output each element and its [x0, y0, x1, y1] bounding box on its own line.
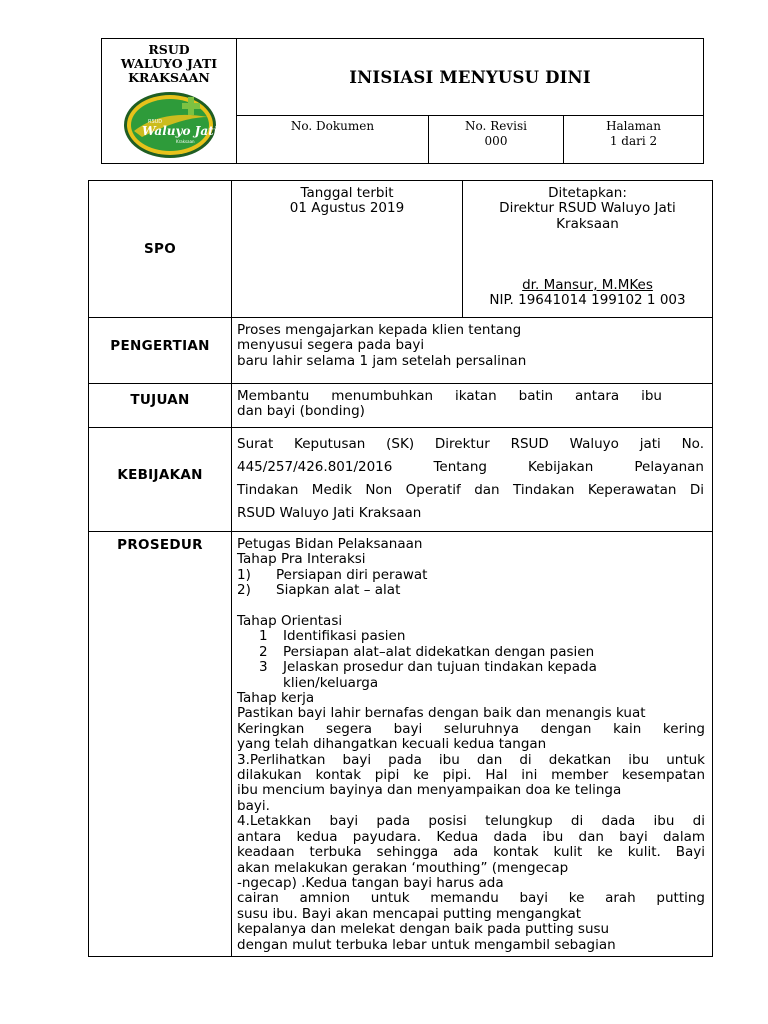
body-line: -ngecap) .Kedua tangan bayi harus ada [237, 874, 504, 891]
document-number-label: No. Dokumen [290, 119, 375, 133]
prosedur-line: Tahap Pra Interaksi [237, 551, 366, 568]
revision-value: 000 [484, 134, 508, 148]
pengertian-line: menyusui segera pada bayi [237, 337, 425, 354]
document-number-cell [237, 116, 429, 163]
body-line: bayi. [237, 797, 270, 814]
kebijakan-line: RSUD Waluyo Jati Kraksaan [237, 505, 422, 521]
body-line: dilakukan kontak pipi ke pipi. Hal ini member kesempatan [237, 767, 705, 784]
prosedur-line: Petugas Bidan Pelaksanaan [237, 536, 423, 552]
body-line: dengan mulut terbuka lebar untuk mengambil sebagian [237, 936, 616, 953]
body-line: akan melakukan gerakan ‘mouthing” (mengecap [237, 859, 569, 876]
column-divider [231, 181, 232, 956]
body-line: ibu mencium bayinya dan menyampaikan doa ke telinga [237, 782, 622, 799]
issue-label: Tanggal terbit [300, 185, 394, 201]
tujuan-line: dan bayi (bonding) [237, 403, 365, 420]
kebijakan-line: Surat Keputusan (SK) Direktur RSUD Waluyo jati No. [237, 436, 704, 452]
signer-nip: NIP. 19641014 199102 1 003 [489, 292, 686, 309]
tujuan-line: Membantu menumbuhkan ikatan batin antara ibu [237, 388, 662, 404]
svg-text:RSUD: RSUD [148, 119, 163, 125]
org-line-1: RSUD [148, 42, 190, 57]
row-divider [89, 531, 712, 532]
approver-title-2: Kraksaan [556, 215, 619, 232]
prosedur-label: PROSEDUR [117, 537, 203, 553]
page-label: Halaman [606, 119, 661, 133]
revision-cell [429, 116, 564, 163]
body-line: Pastikan bayi lahir bernafas dengan baik dan menangis kuat [237, 705, 646, 722]
hospital-logo-icon [122, 87, 218, 159]
pengertian-text [237, 323, 707, 369]
spo-label: SPO [144, 241, 176, 257]
row-divider [89, 427, 712, 428]
page-cell [564, 116, 703, 163]
signer-block [463, 278, 712, 309]
body-line: Keringkan segera bayi seluruhnya dengan kain kering [237, 720, 705, 737]
pengertian-line: Proses mengajarkan kepada klien tentang [237, 322, 522, 338]
body-line: yang telah dihangatkan kecuali kedua tangan [237, 736, 547, 753]
approver-title: Direktur RSUD Waluyo Jati [499, 200, 676, 217]
issue-block [232, 186, 462, 217]
page-value: 1 dari 2 [609, 134, 658, 148]
prosedur-text [237, 537, 705, 953]
tujuan-text [237, 389, 662, 420]
kebijakan-line: Tindakan Medik Non Operatif dan Tindakan Keperawatan Di [237, 482, 704, 498]
orientasi-item: 3 Jelaskan prosedur dan tujuan tindakan kepada [259, 659, 597, 676]
prosedur-line: Tahap Orientasi [237, 613, 343, 630]
body-line: cairan amnion untuk memandu bayi ke arah putting [237, 890, 705, 907]
body-line: 3.Perlihatkan bayi pada ibu dan di dekatkan ibu untuk [237, 751, 705, 768]
orientasi-continuation: klien/keluarga [283, 674, 379, 691]
pengertian-label: PENGERTIAN [110, 338, 210, 354]
approval-label: Ditetapkan: [548, 185, 627, 201]
body-line: keadaan terbuka sehingga ada kontak kulit ke kulit. Bayi [237, 844, 705, 861]
svg-text:Kraksaan: Kraksaan [176, 139, 195, 144]
prosedur-line: Tahap kerja [237, 690, 315, 707]
body-line: kepalanya dan melekat dengan baik pada putting susu [237, 921, 610, 938]
spo-table [88, 180, 713, 957]
body-line: 4.Letakkan bayi pada posisi telungkup di dada ibu di [237, 813, 705, 830]
header-logo-cell [102, 39, 237, 163]
orientasi-item: 1 Identifikasi pasien [259, 628, 406, 645]
body-line: antara kedua payudara. Kedua dada ibu dan bayi dalam [237, 828, 705, 845]
approval-block [463, 186, 712, 232]
row-divider [89, 317, 712, 318]
orientasi-item: 2 Persiapan alat–alat didekatkan dengan pasien [259, 643, 595, 660]
organization-name [102, 43, 236, 85]
svg-text:Waluyo Jati: Waluyo Jati [142, 124, 218, 138]
tujuan-label: TUJUAN [130, 392, 190, 408]
org-line-2: WALUYO JATI [120, 56, 218, 71]
body-line: susu ibu. Bayi akan mencapai putting mengangkat [237, 905, 582, 922]
pengertian-line: baru lahir selama 1 jam setelah persalinan [237, 352, 527, 369]
header-title-cell [237, 39, 703, 116]
kebijakan-line: 445/257/426.801/2016 Tentang Kebijakan Pelayanan [237, 459, 704, 475]
document-header [101, 38, 704, 164]
document-title: INISIASI MENYUSU DINI [349, 67, 591, 87]
signer-name: dr. Mansur, M.MKes [522, 277, 653, 293]
pra-item: 2) Siapkan alat – alat [237, 582, 401, 599]
kebijakan-text [237, 433, 704, 525]
row-divider [89, 383, 712, 384]
issue-date: 01 Agustus 2019 [289, 200, 405, 217]
org-line-3: KRAKSAAN [128, 70, 210, 85]
kebijakan-label: KEBIJAKAN [117, 467, 203, 483]
pra-item: 1) Persiapan diri perawat [237, 566, 428, 583]
revision-label: No. Revisi [465, 119, 527, 133]
